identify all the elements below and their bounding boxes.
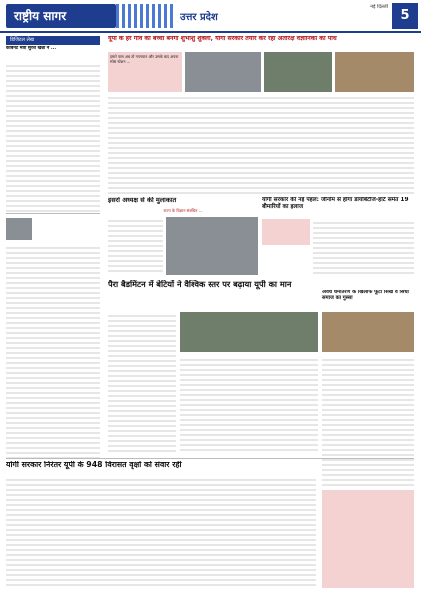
lead-quote-box: हमारे पास अब तो गगनयान और उसके बाद अपना स्पेस स्टेशन ... xyxy=(108,52,182,92)
bottom-headline: योगी सरकार निरंतर यूपी के 948 विरासत वृक्षों को संवार रही xyxy=(6,461,182,469)
ad-box xyxy=(322,490,414,588)
lead-body-text xyxy=(108,94,414,194)
isro-deck: राज्य के विज्ञान संबंधित ... xyxy=(163,208,203,213)
isro-body-text xyxy=(108,217,163,275)
badminton-photo xyxy=(180,312,318,352)
lead-photo-1 xyxy=(185,52,261,92)
divider-bottom xyxy=(6,458,414,459)
website xyxy=(296,21,388,29)
lead-photo-3 xyxy=(335,52,414,92)
badminton-headline: पैरा बैडमिंटन में बेटियों ने वैश्विक स्तर पर बढ़ाया यूपी का मान xyxy=(108,280,292,289)
left-body-text xyxy=(6,62,100,212)
divider xyxy=(6,213,100,214)
lead-headline: यूपी के हर गांव का बच्चा बनेगा शुभांशु शुक्ला, योगी सरकार तैयार कर रही अंतरिक्ष वैज्ञानिकों की पौध xyxy=(108,36,337,42)
headshot-photo xyxy=(6,218,32,240)
left-body-text-2 xyxy=(6,244,100,459)
bottom-body-text xyxy=(6,476,316,588)
badminton-body-text xyxy=(108,312,176,452)
health-box xyxy=(262,219,310,245)
isro-photo xyxy=(166,217,258,275)
lead-photo-2 xyxy=(264,52,332,92)
isro-headline: इसरो अध्यक्ष से की मुलाकात xyxy=(108,197,177,204)
edition-city: नई दिल्ली xyxy=(370,4,388,10)
left-headline: कैबिनेट मंत्री सुरेश खन्ना ने ... xyxy=(6,46,57,51)
section-title: उत्तर प्रदेश xyxy=(180,12,218,23)
brand-stripe xyxy=(116,4,176,28)
brand-logo: राष्ट्रीय सागर xyxy=(6,4,116,28)
right-photo xyxy=(322,312,414,352)
health-body-text xyxy=(313,219,414,275)
badminton-body-text-2 xyxy=(180,356,318,452)
health-headline: योगी सरकार की नई पहल: जीनोम से होगा डायबिटीज-हार्ट समेत 19 बीमारियों का इलाज xyxy=(262,197,409,210)
right-headline: अवैध धर्मांतरण के खिलाफ फूटा सिख व सिंधी समाज का गुस्सा xyxy=(322,290,409,301)
issue-date xyxy=(300,13,388,21)
masthead-rule xyxy=(0,31,421,33)
page-number: 5 xyxy=(392,3,418,29)
column-label: डिजिटल लेख xyxy=(6,36,100,45)
